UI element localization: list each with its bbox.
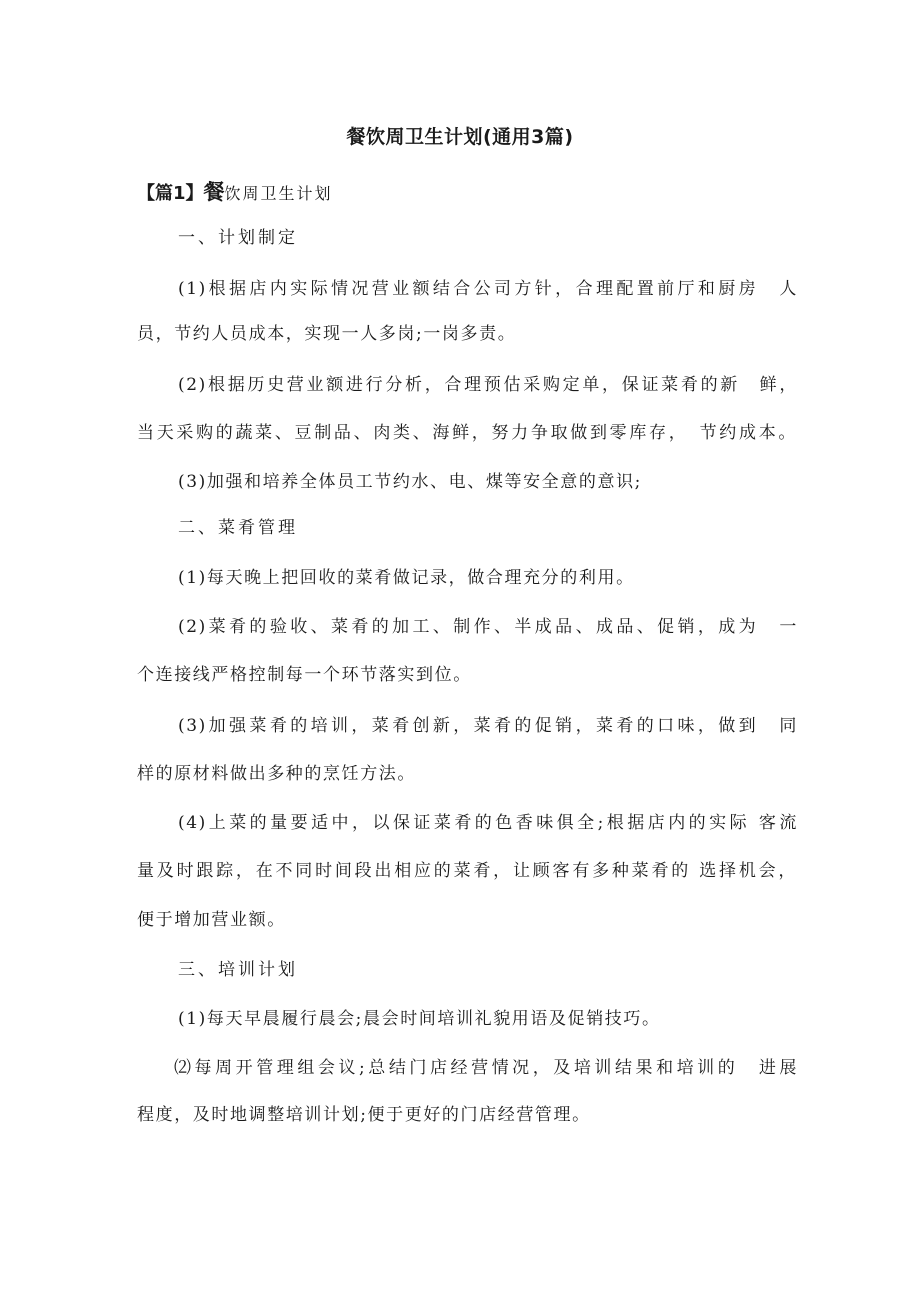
paragraph-line: (1)每天早晨履行晨会;晨会时间培训礼貌用语及促销技巧。 — [178, 1009, 661, 1029]
paragraph-line: 量及时跟踪，在不同时间段出相应的菜肴，让顾客有多种菜肴的 选择机会， — [137, 861, 797, 881]
paragraph-line: (2)根据历史营业额进行分析，合理预估采购定单，保证菜肴的新 鲜， — [178, 375, 798, 395]
paragraph-line: (3)加强菜肴的培训，菜肴创新，菜肴的促销，菜肴的口味，做到 同 — [178, 716, 798, 736]
paragraph-line: 员，节约人员成本，实现一人多岗;一岗多责。 — [137, 324, 517, 344]
section-title: 三、培训计划 — [178, 960, 298, 980]
document-title: 餐饮周卫生计划(通用3篇) — [346, 126, 574, 148]
paragraph-line: (4)上菜的量要适中，以保证菜肴的色香味俱全;根据店内的实际 客流 — [178, 813, 798, 833]
paragraph-line: (1)根据店内实际情况营业额结合公司方针，合理配置前厅和厨房 人 — [178, 279, 798, 299]
section-title: 二、菜肴管理 — [178, 518, 298, 538]
section-title: 一、计划制定 — [178, 228, 298, 248]
paragraph-line: ⑵每周开管理组会议;总结门店经营情况，及培训结果和培训的 进展 — [174, 1058, 798, 1078]
article-heading-first-char: 餐 — [203, 180, 225, 204]
article-heading — [137, 176, 333, 206]
paragraph-line: (3)加强和培养全体员工节约水、电、煤等安全意的意识; — [178, 472, 643, 492]
paragraph-line: 当天采购的蔬菜、豆制品、肉类、海鲜，努力争取做到零库存， 节约成本。 — [137, 423, 797, 443]
article-tag: 【篇1】 — [137, 183, 204, 204]
paragraph-line: 个连接线严格控制每一个环节落实到位。 — [137, 665, 472, 685]
paragraph-line: (2)菜肴的验收、菜肴的加工、制作、半成品、成品、促销，成为 一 — [178, 617, 798, 637]
paragraph-line: 程度，及时地调整培训计划;便于更好的门店经营管理。 — [137, 1105, 591, 1125]
paragraph-line: 样的原材料做出多种的烹饪方法。 — [137, 764, 416, 784]
article-heading-rest: 饮周卫生计划 — [224, 184, 333, 203]
paragraph-line: 便于增加营业额。 — [137, 910, 286, 930]
paragraph-line: (1)每天晚上把回收的菜肴做记录，做合理充分的利用。 — [178, 568, 635, 588]
